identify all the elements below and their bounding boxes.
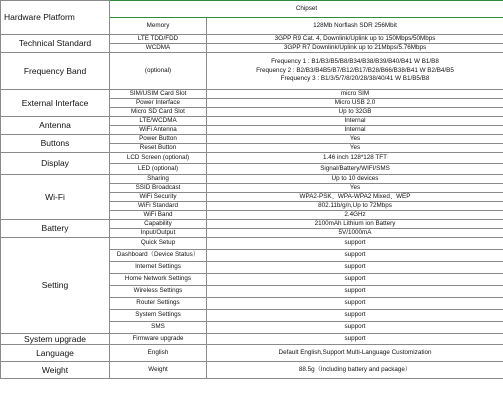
wifi-standard-label: WiFi Standard xyxy=(110,202,207,211)
category-external-interface: External Interface xyxy=(1,90,110,117)
home-network-settings-value: support xyxy=(207,274,503,286)
category-buttons: Buttons xyxy=(1,135,110,153)
wcdma-label: WCDMA xyxy=(110,44,207,53)
wifi-antenna-value: Internal xyxy=(207,126,503,135)
category-antenna: Antenna xyxy=(1,117,110,135)
category-display: Display xyxy=(1,153,110,175)
led-label: LED (optional) xyxy=(110,164,207,175)
weight-label: Weight xyxy=(110,362,207,379)
dashboard-value: support xyxy=(207,250,503,262)
lcd-screen-label: LCD Screen (optional) xyxy=(110,153,207,164)
battery-capability-value: 2100mAh Lithium ion Battery xyxy=(207,220,503,229)
system-settings-value: support xyxy=(207,310,503,322)
wcdma-value: 3GPP R7 Downlink/Uplink up to 21Mbps/5.76Mbps xyxy=(207,44,503,53)
ssid-broadcast-value: Yes xyxy=(207,184,503,193)
power-interface-label: Power Interface xyxy=(110,99,207,108)
reset-button-label: Reset Button xyxy=(110,144,207,153)
led-value: Signal/Battery/WIFI/SMS xyxy=(207,164,503,175)
wifi-sharing-value: Up to 10 devices xyxy=(207,175,503,184)
category-setting: Setting xyxy=(1,238,110,334)
quick-setup-label: Quick Setup xyxy=(110,238,207,250)
ssid-broadcast-label: SSID Broadcast xyxy=(110,184,207,193)
sim-slot-value: micro SIM xyxy=(207,90,503,99)
lte-wcdma-antenna-value: Internal xyxy=(207,117,503,126)
language-value: Default English,Support Multi-Language Customization xyxy=(207,345,503,362)
category-weight: Weight xyxy=(1,362,110,379)
category-system-upgrade: System upgrade xyxy=(1,334,110,345)
firmware-upgrade-label: Firmware upgrade xyxy=(110,334,207,345)
firmware-upgrade-value: support xyxy=(207,334,503,345)
home-network-settings-label: Home Network Settings xyxy=(110,274,207,286)
language-label: English xyxy=(110,345,207,362)
wifi-antenna-label: WiFi Antenna xyxy=(110,126,207,135)
power-interface-value: Micro USB 2.0 xyxy=(207,99,503,108)
sim-slot-label: SIM/USIM Card Slot xyxy=(110,90,207,99)
category-hardware-platform: Hardware Platform xyxy=(1,1,110,35)
power-button-value: Yes xyxy=(207,135,503,144)
battery-io-value: 5V/1000mA xyxy=(207,229,503,238)
memory-label: Memory xyxy=(110,18,207,35)
internet-settings-label: Internet Settings xyxy=(110,262,207,274)
lte-value: 3GPP R9 Cat. 4, Downlink/Uplink up to 150Mbps/50Mbps xyxy=(207,35,503,44)
router-settings-value: support xyxy=(207,298,503,310)
category-battery: Battery xyxy=(1,220,110,238)
wireless-settings-value: support xyxy=(207,286,503,298)
memory-value: 128Mb Norflash SDR 256Mbit xyxy=(207,18,503,35)
wifi-band-label: WiFi Band xyxy=(110,211,207,220)
category-frequency-band: Frequency Band xyxy=(1,53,110,90)
frequency-optional-label: (optional) xyxy=(110,53,207,90)
frequency-line-2: Frequency 2 : B2/B3/B4B5/B7/B12/B17/B28/B66/B38/B41 W B2/B4/B5 xyxy=(256,66,454,74)
router-settings-label: Router Settings xyxy=(110,298,207,310)
sms-label: SMS xyxy=(110,322,207,334)
frequency-line-1: Frequency 1 : B1/B3/B5/B8/B34/B38/B39/B40/B41 W B1/B8 xyxy=(271,58,439,66)
sms-value: support xyxy=(207,322,503,334)
weight-value: 88.5g（Including battery and package） xyxy=(207,362,503,379)
frequency-line-3: Frequency 3 : B1/3/5/7/8/20/28/38/40/41 W B1/B5/B8 xyxy=(280,75,430,83)
wifi-band-value: 2.4GHz xyxy=(207,211,503,220)
reset-button-value: Yes xyxy=(207,144,503,153)
lte-label: LTE TDD/FDD xyxy=(110,35,207,44)
power-button-label: Power Button xyxy=(110,135,207,144)
internet-settings-value: support xyxy=(207,262,503,274)
lcd-screen-value: 1.46 inch 128*128 TFT xyxy=(207,153,503,164)
lte-wcdma-antenna-label: LTE/WCDMA xyxy=(110,117,207,126)
category-language: Language xyxy=(1,345,110,362)
wifi-sharing-label: Sharing xyxy=(110,175,207,184)
wifi-standard-value: 802.11b/g/n,Up to 72Mbps xyxy=(207,202,503,211)
system-settings-label: System Settings xyxy=(110,310,207,322)
wireless-settings-label: Wireless Settings xyxy=(110,286,207,298)
category-wifi: Wi-Fi xyxy=(1,175,110,220)
sd-slot-value: Up to 32GB xyxy=(207,108,503,117)
category-technical-standard: Technical Standard xyxy=(1,35,110,53)
sd-slot-label: Micro SD Card Slot xyxy=(110,108,207,117)
battery-io-label: Input/Output xyxy=(110,229,207,238)
dashboard-label: Dashboard（Device Status） xyxy=(110,250,207,262)
frequency-values xyxy=(207,53,503,90)
battery-capability-label: Capability xyxy=(110,220,207,229)
chipset-label: Chipset xyxy=(110,1,503,18)
quick-setup-value: support xyxy=(207,238,503,250)
wifi-security-value: WPA2-PSK、WPA-WPA2 Mixed、WEP xyxy=(207,193,503,202)
wifi-security-label: WiFi Security xyxy=(110,193,207,202)
